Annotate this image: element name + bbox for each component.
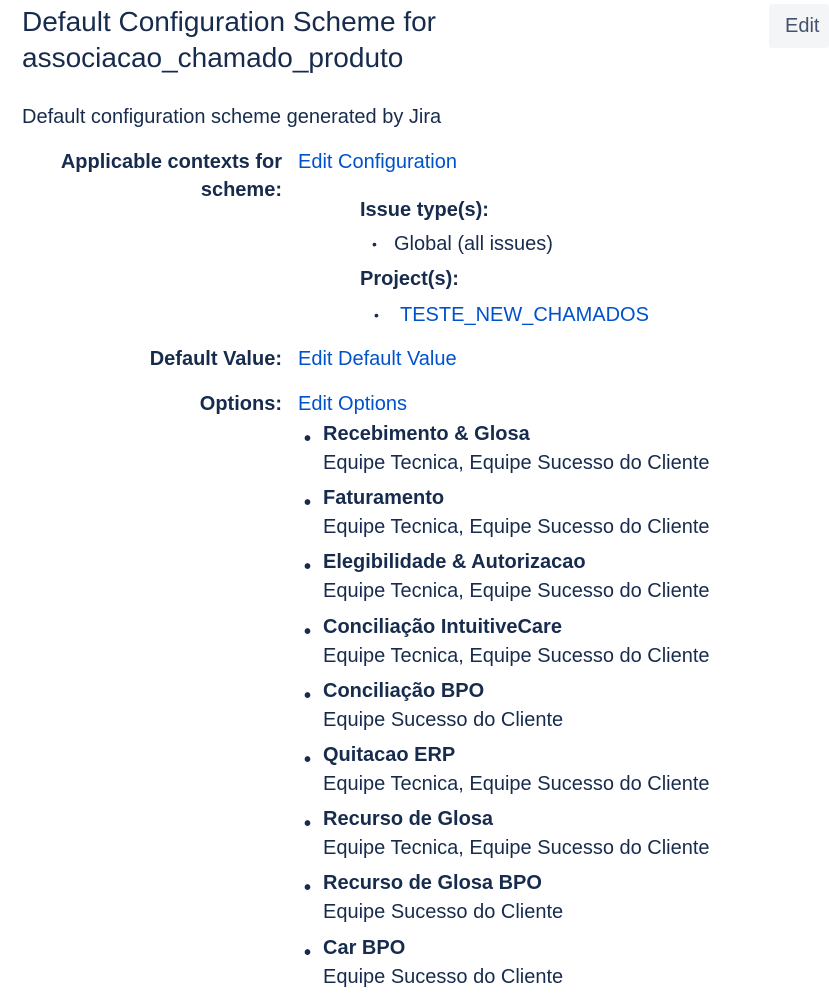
option-item <box>304 548 710 612</box>
option-bullet: • <box>304 941 312 964</box>
option-name: Recebimento & Glosa <box>323 423 530 445</box>
option-groups: Equipe Tecnica, Equipe Sucesso do Cliente <box>323 644 710 667</box>
issue-types-heading: Issue type(s): <box>360 199 489 221</box>
option-item <box>304 677 710 741</box>
contexts-label: Applicable contexts for scheme: <box>60 151 282 201</box>
option-bullet: • <box>304 877 312 900</box>
project-bullet: • <box>374 307 379 323</box>
option-bullet: • <box>304 620 312 643</box>
edit-configuration-link[interactable]: Edit Configuration <box>298 151 457 173</box>
option-name: Faturamento <box>323 487 445 510</box>
option-name: Quitacao ERP <box>323 743 456 766</box>
option-item <box>304 484 710 548</box>
project-link[interactable]: TESTE_NEW_CHAMADOS <box>400 304 649 326</box>
option-groups: Equipe Tecnica, Equipe Sucesso do Cliente <box>323 837 710 860</box>
option-item <box>304 869 710 933</box>
edit-default-value-link[interactable]: Edit Default Value <box>298 348 457 370</box>
option-bullet: • <box>304 556 312 579</box>
option-item <box>304 420 710 484</box>
option-item <box>304 805 710 869</box>
issue-type-bullet: • <box>372 236 377 252</box>
scheme-description: Default configuration scheme generated by Jira <box>22 106 442 128</box>
option-groups: Equipe Sucesso do Cliente <box>323 901 564 924</box>
option-groups: Equipe Tecnica, Equipe Sucesso do Cliente <box>323 516 710 539</box>
option-groups: Equipe Sucesso do Cliente <box>323 965 564 988</box>
edit-options-link[interactable]: Edit Options <box>298 393 407 415</box>
option-groups: Equipe Tecnica, Equipe Sucesso do Cliente <box>323 772 710 795</box>
option-item <box>304 741 710 805</box>
option-name: Recurso de Glosa BPO <box>323 872 542 895</box>
default-value-label: Default Value: <box>149 348 282 370</box>
option-item <box>304 934 710 998</box>
option-name: Recurso de Glosa <box>323 808 494 831</box>
option-name: Elegibilidade & Autorizacao <box>323 551 586 574</box>
option-item <box>304 613 710 677</box>
option-bullet: • <box>304 684 312 707</box>
option-bullet: • <box>304 748 312 771</box>
issue-type-item: Global (all issues) <box>394 233 553 255</box>
page-title: Default Configuration Scheme for associacao_chamado_produto <box>22 6 436 73</box>
option-name: Car BPO <box>323 936 406 959</box>
edit-scheme-button[interactable]: Edit <box>769 4 829 48</box>
options-label: Options: <box>199 393 282 415</box>
option-name: Conciliação IntuitiveCare <box>323 615 562 638</box>
option-groups: Equipe Tecnica, Equipe Sucesso do Cliente <box>323 580 710 603</box>
option-groups: Equipe Sucesso do Cliente <box>323 708 564 731</box>
option-name: Conciliação BPO <box>323 679 485 702</box>
projects-heading: Project(s): <box>360 268 459 290</box>
option-bullet: • <box>304 428 312 450</box>
option-bullet: • <box>304 492 312 515</box>
option-groups: Equipe Tecnica, Equipe Sucesso do Cliente <box>323 452 710 474</box>
options-list <box>304 420 710 998</box>
option-bullet: • <box>304 813 312 836</box>
